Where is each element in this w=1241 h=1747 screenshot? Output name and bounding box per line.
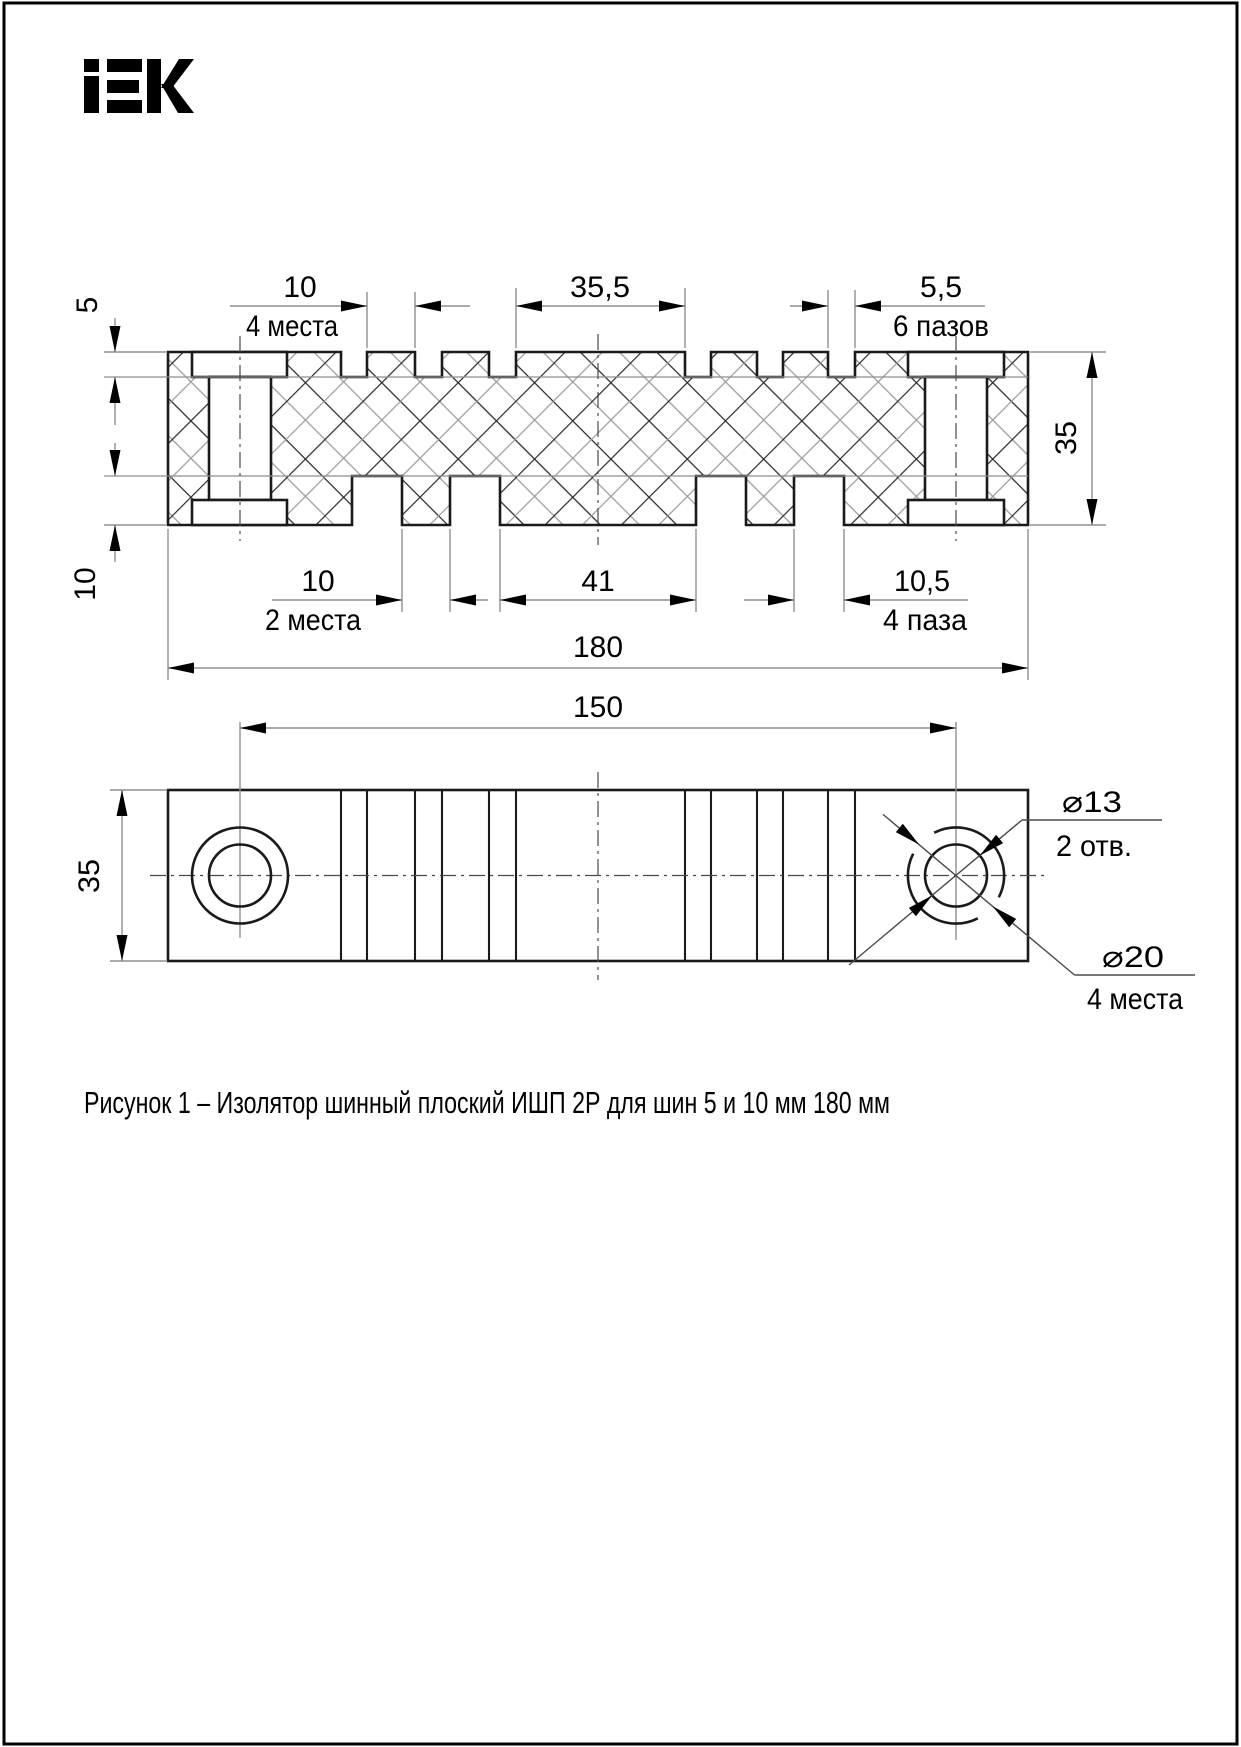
dim-top-slot: 5,5 (920, 271, 962, 304)
plan-view (73, 691, 1195, 1016)
callout-hole-note: 2 отв. (1056, 830, 1132, 863)
dim-top-place: 10 (283, 271, 317, 304)
iek-logo (84, 59, 194, 113)
dim-top-place-note: 4 места (246, 310, 339, 343)
section-view (69, 271, 1106, 680)
dim-plan-height: 35 (73, 859, 106, 893)
callout-counterbore-note: 4 места (1087, 983, 1184, 1016)
dim-bottom-slot-note: 4 паза (883, 604, 968, 637)
dim-top-groove-depth: 5 (71, 296, 104, 314)
dim-hole-spacing: 150 (573, 691, 623, 724)
dim-total-width: 180 (573, 631, 623, 664)
dim-bottom-place: 10 (301, 565, 335, 598)
dim-section-height: 35 (1050, 421, 1083, 455)
dim-bottom-span: 41 (581, 565, 615, 598)
callout-hole-diameter: ⌀13 (1062, 786, 1122, 819)
figure-caption: Рисунок 1 – Изолятор шинный плоский ИШП 2Р для шин 5 и 10 мм 180 мм (84, 1085, 890, 1120)
dim-top-slot-note: 6 пазов (893, 310, 989, 343)
dim-bottom-slot: 10,5 (894, 565, 950, 598)
dim-bottom-groove-depth: 10 (69, 567, 102, 601)
dim-top-span: 35,5 (570, 271, 630, 304)
dim-bottom-place-note: 2 места (265, 604, 362, 637)
callout-counterbore-diameter: ⌀20 (1102, 941, 1164, 974)
